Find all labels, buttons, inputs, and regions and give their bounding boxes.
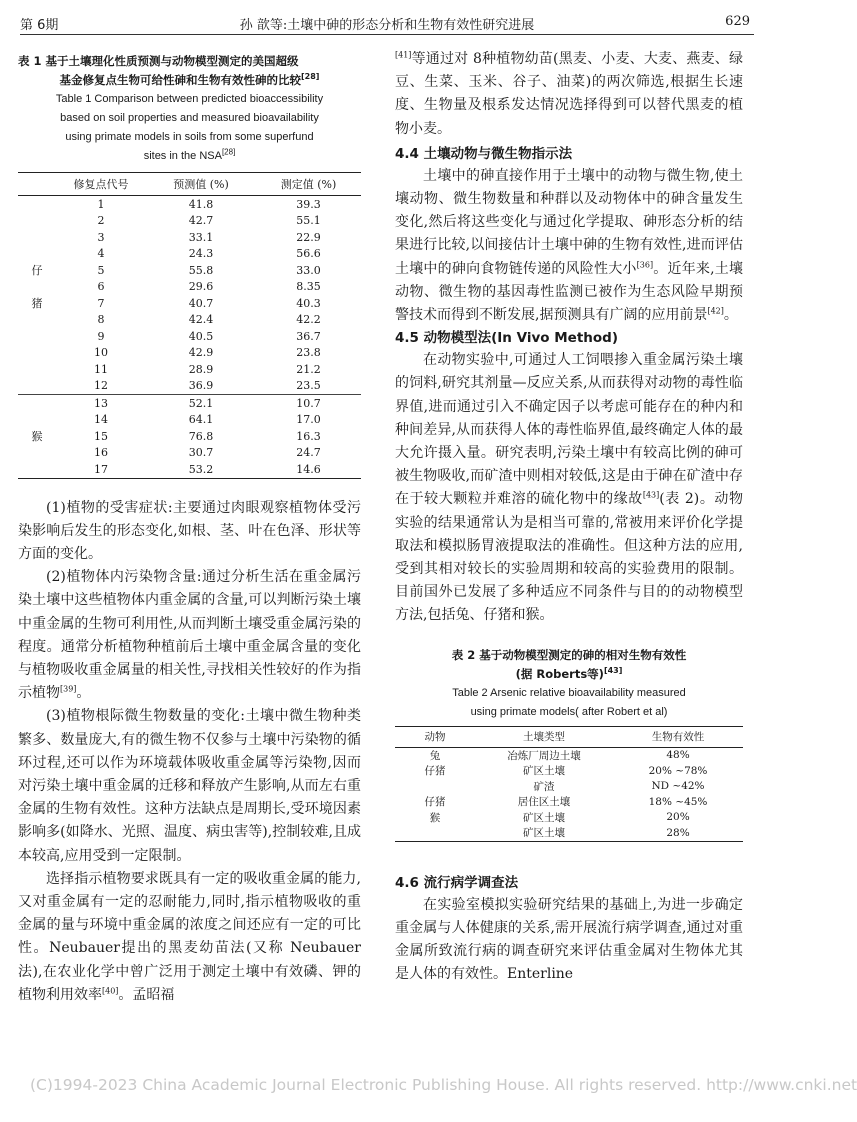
- group-label: [18, 361, 56, 378]
- site-code: 9: [97, 329, 105, 343]
- plant-content-end: 。: [76, 685, 91, 702]
- site-code: 16: [94, 446, 108, 460]
- table-row: [18, 295, 361, 312]
- measured-value: 22.9: [296, 230, 321, 244]
- predicted-value: 41.8: [188, 197, 214, 211]
- table1-ref: [28]: [301, 72, 320, 82]
- site-code: 8: [97, 313, 105, 327]
- table-row: [18, 229, 361, 246]
- issue-number: 第 6期: [20, 18, 59, 33]
- measured-value: 42.2: [296, 313, 321, 327]
- table1-title-en-4: [18, 147, 361, 166]
- site-code: 17: [56, 461, 146, 478]
- site-code: 2: [97, 214, 105, 228]
- bioavailability: 48%: [666, 749, 690, 762]
- predicted-value: 30.7: [188, 446, 214, 460]
- soil-type: 矿区土壤: [523, 765, 565, 778]
- indicator-end: 。孟昭福: [118, 986, 175, 1003]
- measured-value: 24.7: [296, 446, 321, 460]
- table2-ref: [43]: [603, 665, 623, 675]
- left-column: [18, 52, 361, 1007]
- table1-col-predicted: 预测值 (%): [146, 173, 256, 196]
- animal: [395, 825, 475, 841]
- ref-43: [43]: [642, 490, 660, 500]
- measured-value: 23.5: [256, 378, 361, 395]
- table-row: [18, 461, 361, 478]
- ref-42: [42]: [707, 306, 724, 316]
- soil-animals-mid: 。近年来,土壤动物、微生物的基因毒性监测已被作为生态风险早期预警技术而得到不断发展,据预测具有广阔的应用前景: [395, 260, 744, 324]
- table-row: [18, 378, 361, 395]
- predicted-value: 64.1: [188, 413, 214, 427]
- group-label: [18, 378, 56, 395]
- group-label: [18, 196, 56, 213]
- soil-type: 居住区土壤: [517, 796, 571, 809]
- table1-title-en-2: based on soil properties and measured bioavailability: [60, 112, 319, 124]
- predicted-value: 42.7: [188, 214, 214, 228]
- animal: 仔猪: [424, 765, 446, 778]
- site-code: 13: [94, 396, 108, 410]
- measured-value: 39.3: [296, 197, 321, 211]
- table2-title-cn-2-text: (据 Roberts等): [515, 666, 604, 681]
- site-code: 6: [97, 280, 105, 294]
- table-row: [18, 312, 361, 329]
- running-header: [20, 12, 754, 35]
- table-row: [18, 345, 361, 362]
- group-label: [18, 412, 56, 429]
- table1-title-en-3: using primate models in soils from some superfund: [65, 131, 314, 143]
- table2-col-animal: 动物: [395, 726, 475, 747]
- predicted-value: 53.2: [146, 461, 256, 478]
- predicted-value: 52.1: [188, 396, 214, 410]
- site-code: 4: [97, 247, 105, 261]
- table-row: [18, 395, 361, 412]
- indicator-text: 选择指示植物要求既具有一定的吸收重金属的能力,又对重金属有一定的忍耐能力,同时,指示植物吸收的重金属的量与环境中重金属的浓度之间还应有一定的可比性。Neubauer提出的黑麦幼苗法(又称 Neubauer法),在农业化学中曾广泛用于测定土壤中有效磷、钾的植物利用效率: [18, 870, 361, 1003]
- measured-value: 16.3: [296, 429, 321, 443]
- measured-value: 55.1: [296, 214, 321, 228]
- measured-value: 21.2: [296, 362, 321, 376]
- site-code: 3: [97, 230, 105, 244]
- paragraph-animal-model: [395, 349, 743, 627]
- predicted-value: 33.1: [188, 230, 214, 244]
- table-row: [18, 428, 361, 445]
- meng-text: 等通过对 8种植物幼苗(黑麦、小麦、大麦、燕麦、绿豆、生菜、玉米、谷子、油菜)的两次筛选,根据生长速度、生物量及根系发达情况选择得到可以替代黑麦的植物小麦。: [395, 51, 743, 137]
- predicted-value: 42.9: [188, 346, 214, 360]
- soil-type: 冶炼厂周边土壤: [507, 749, 581, 762]
- group-label: [18, 395, 56, 412]
- table-row: [395, 810, 743, 826]
- table2-title-cn-1: 表 2 基于动物模型测定的砷的相对生物有效性: [451, 647, 687, 662]
- ref-41: [41]: [395, 50, 412, 60]
- paragraph-meng-continued: [395, 48, 743, 141]
- site-code: 15: [94, 429, 108, 443]
- measured-value: 17.0: [296, 413, 321, 427]
- site-code: 12: [56, 378, 146, 395]
- table1-col-group: [18, 173, 56, 196]
- paragraph-plant-content: [18, 566, 361, 705]
- table-row: [395, 825, 743, 841]
- table1-group-monkey: [18, 395, 361, 479]
- soil-animals-end: 。: [723, 307, 738, 324]
- group-label: 猪: [31, 297, 43, 311]
- paragraph-soil-animals: [395, 165, 743, 327]
- ref-40: [40]: [102, 986, 119, 996]
- right-column: [395, 48, 743, 986]
- measured-value: 23.8: [296, 346, 321, 360]
- table1-col-site: 修复点代号: [56, 173, 146, 196]
- predicted-value: 42.4: [188, 313, 214, 327]
- table1-header-row: [18, 173, 361, 196]
- soil-type: 矿区土壤: [523, 811, 565, 824]
- table1-caption: [18, 52, 361, 166]
- measured-value: 14.6: [256, 461, 361, 478]
- group-label: [18, 229, 56, 246]
- bioavailability: 18% ~45%: [648, 795, 708, 808]
- table1-col-measured: 测定值 (%): [256, 173, 361, 196]
- group-label: [18, 279, 56, 296]
- table-row: [18, 279, 361, 296]
- group-label: [18, 246, 56, 263]
- paragraph-indicator-plants: [18, 868, 361, 1007]
- group-label: [18, 213, 56, 230]
- bioavailability: 20%: [666, 811, 690, 824]
- section-4-6-heading: 4.6 流行病学调查法: [395, 874, 519, 891]
- table-row: [18, 412, 361, 429]
- animal: 猴: [429, 811, 441, 824]
- table-row: [18, 445, 361, 462]
- predicted-value: 40.7: [188, 296, 214, 310]
- site-code: 10: [94, 346, 108, 360]
- bioavailability: 20% ~78%: [648, 764, 708, 777]
- group-label: [18, 445, 56, 462]
- bioavailability: 28%: [613, 825, 743, 841]
- table1-title-en-4-text: sites in the NSA: [143, 150, 222, 162]
- left-body-text: [18, 497, 361, 1007]
- site-code: 1: [97, 197, 105, 211]
- group-label: 猴: [31, 430, 43, 444]
- predicted-value: 28.9: [188, 362, 214, 376]
- measured-value: 56.6: [296, 247, 321, 261]
- table1-title-en-1: Table 1 Comparison between predicted bioaccessibility: [55, 93, 324, 105]
- table-row: [395, 779, 743, 795]
- table2-header-row: [395, 726, 743, 747]
- soil-type: 矿区土壤: [475, 825, 613, 841]
- predicted-value: 36.9: [146, 378, 256, 395]
- site-code: 14: [94, 413, 108, 427]
- animal: [395, 779, 475, 795]
- group-label: 仔: [31, 264, 43, 278]
- measured-value: 8.35: [296, 280, 321, 294]
- ref-36: [36]: [636, 259, 654, 269]
- predicted-value: 29.6: [188, 280, 214, 294]
- measured-value: 33.0: [296, 263, 321, 277]
- table1-title-cn-2: [18, 71, 361, 90]
- table2-title-en-2: using primate models( after Robert et al): [470, 705, 668, 718]
- site-code: 5: [97, 263, 105, 277]
- running-title: 孙 歆等:土壤中砷的形态分析和生物有效性研究进展: [239, 18, 535, 33]
- table-row: [18, 196, 361, 213]
- ref-39: [39]: [60, 684, 77, 694]
- table-row: [18, 361, 361, 378]
- bioavailability: ND ~42%: [651, 780, 705, 793]
- predicted-value: 55.8: [188, 263, 214, 277]
- soil-type: 矿渣: [533, 780, 555, 793]
- site-code: 7: [97, 296, 105, 310]
- table-row: [18, 328, 361, 345]
- table-row: [18, 246, 361, 263]
- table2-col-bioavailability: 生物有效性: [613, 726, 743, 747]
- section-4-5-heading: 4.5 动物模型法(In Vivo Method): [395, 330, 618, 347]
- site-code: 11: [94, 362, 108, 376]
- animal: 仔猪: [424, 796, 446, 809]
- soil-animals-text: 土壤中的砷直接作用于土壤中的动物与微生物,使土壤动物、微生物数量和种群以及动物体中的砷含量发生变化,然后将这些变化与通过化学提取、砷形态分析的结果进行比较,以间接估计土壤中砷的生物有效性,进而评估土壤中的砷向食物链传递的风险性大小: [395, 167, 743, 277]
- table-row: [395, 763, 743, 779]
- table1-group-piglet: [18, 196, 361, 395]
- table1-title-cn-1: 表 1 基于土壤理化性质预测与动物模型测定的美国超级: [18, 54, 299, 68]
- table-row: [18, 213, 361, 230]
- measured-value: 36.7: [296, 329, 321, 343]
- predicted-value: 24.3: [188, 247, 214, 261]
- measured-value: 40.3: [296, 296, 321, 310]
- group-label: [18, 328, 56, 345]
- copyright-watermark: (C)1994-2023 China Academic Journal Electronic Publishing House. All rights reserved. http://www.cnki.net: [30, 1076, 857, 1094]
- table2-col-soil: 土壤类型: [475, 726, 613, 747]
- section-4-4-heading: 4.4 土壤动物与微生物指示法: [395, 145, 573, 162]
- table-row: [395, 794, 743, 810]
- page-number: 629: [725, 14, 750, 29]
- group-label: [18, 312, 56, 329]
- table1-en-ref: [28]: [221, 147, 236, 157]
- table-row: [395, 747, 743, 763]
- paragraph-plant-symptoms: (1)植物的受害症状:主要通过肉眼观察植物体受污染影响后发生的形态变化,如根、茎、叶在色泽、形状等方面的变化。: [18, 499, 361, 562]
- predicted-value: 40.5: [188, 329, 214, 343]
- group-label: [18, 345, 56, 362]
- paragraph-epidemiology: 在实验室模拟实验研究结果的基础上,为进一步确定重金属与人体健康的关系,需开展流行病学调查,通过对重金属所致流行病的调查研究来评估重金属对生物体尤其是人体的有效性。Enterline: [395, 896, 743, 983]
- table2: [395, 726, 743, 842]
- animal: 兔: [429, 749, 441, 762]
- table2-caption: [395, 646, 743, 722]
- group-label: [18, 461, 56, 478]
- paragraph-rhizosphere: (3)植物根际微生物数量的变化:土壤中微生物种类繁多、数量庞大,有的微生物不仅参与土壤中污染物的循环过程,还可以作为环境载体吸收重金属等污染物,因而对污染土壤中重金属的迁移和释放产生影响,从而左右重金属的生物有效性。这种方法缺点是周期长,受环境因素影响多(如降水、光照、温度、病虫害等),控制较难,且成本较高,应用受到一定限制。: [18, 708, 361, 864]
- table1-title-cn-2-text: 基金修复点生物可给性砷和生物有效性砷的比较: [59, 73, 302, 87]
- predicted-value: 76.8: [188, 429, 214, 443]
- table2-body: [395, 747, 743, 841]
- table-row: [18, 262, 361, 279]
- measured-value: 10.7: [296, 396, 321, 410]
- animal-model-end: (表 2)。动物实验的结果通常认为是相当可靠的,常被用来评价化学提取法和模拟肠胃液提取法的准确性。但这种方法的应用,受到其相对较长的实验周期和较高的实验费用的限制。目前国外已发展了多种适应不同条件与目的的动物模型方法,包括兔、仔猪和猴。: [395, 491, 743, 624]
- plant-content-text: (2)植物体内污染物含量:通过分析生活在重金属污染土壤中这些植物体内重金属的含量,可以判断污染土壤中重金属的生物可利用性,从而判断土壤受重金属污染的程度。通常分析植物种植前后土壤中重金属含量的变化与植物吸收重金属量的相关性,寻找相关性较好的作为指示植物: [18, 569, 361, 702]
- animal-model-text: 在动物实验中,可通过人工饲喂掺入重金属污染土壤的饲料,研究其剂量—反应关系,从而获得对动物的毒性临界值,进而通过引入不确定因子以考虑可能存在的种内和种间差异,从而获得人体的毒性临界值,最终确定人体的最大允许摄入量。研究表明,污染土壤中有较高比例的砷可被生物吸收,而矿渣中则相对较低,这是由于砷在矿渣中存在于较大颗粒并难溶的硫化物中的缘故: [395, 352, 743, 508]
- table2-title-cn-2: [395, 665, 743, 684]
- table2-title-en-1: Table 2 Arsenic relative bioavailability measured: [452, 686, 686, 699]
- table1: [18, 172, 361, 479]
